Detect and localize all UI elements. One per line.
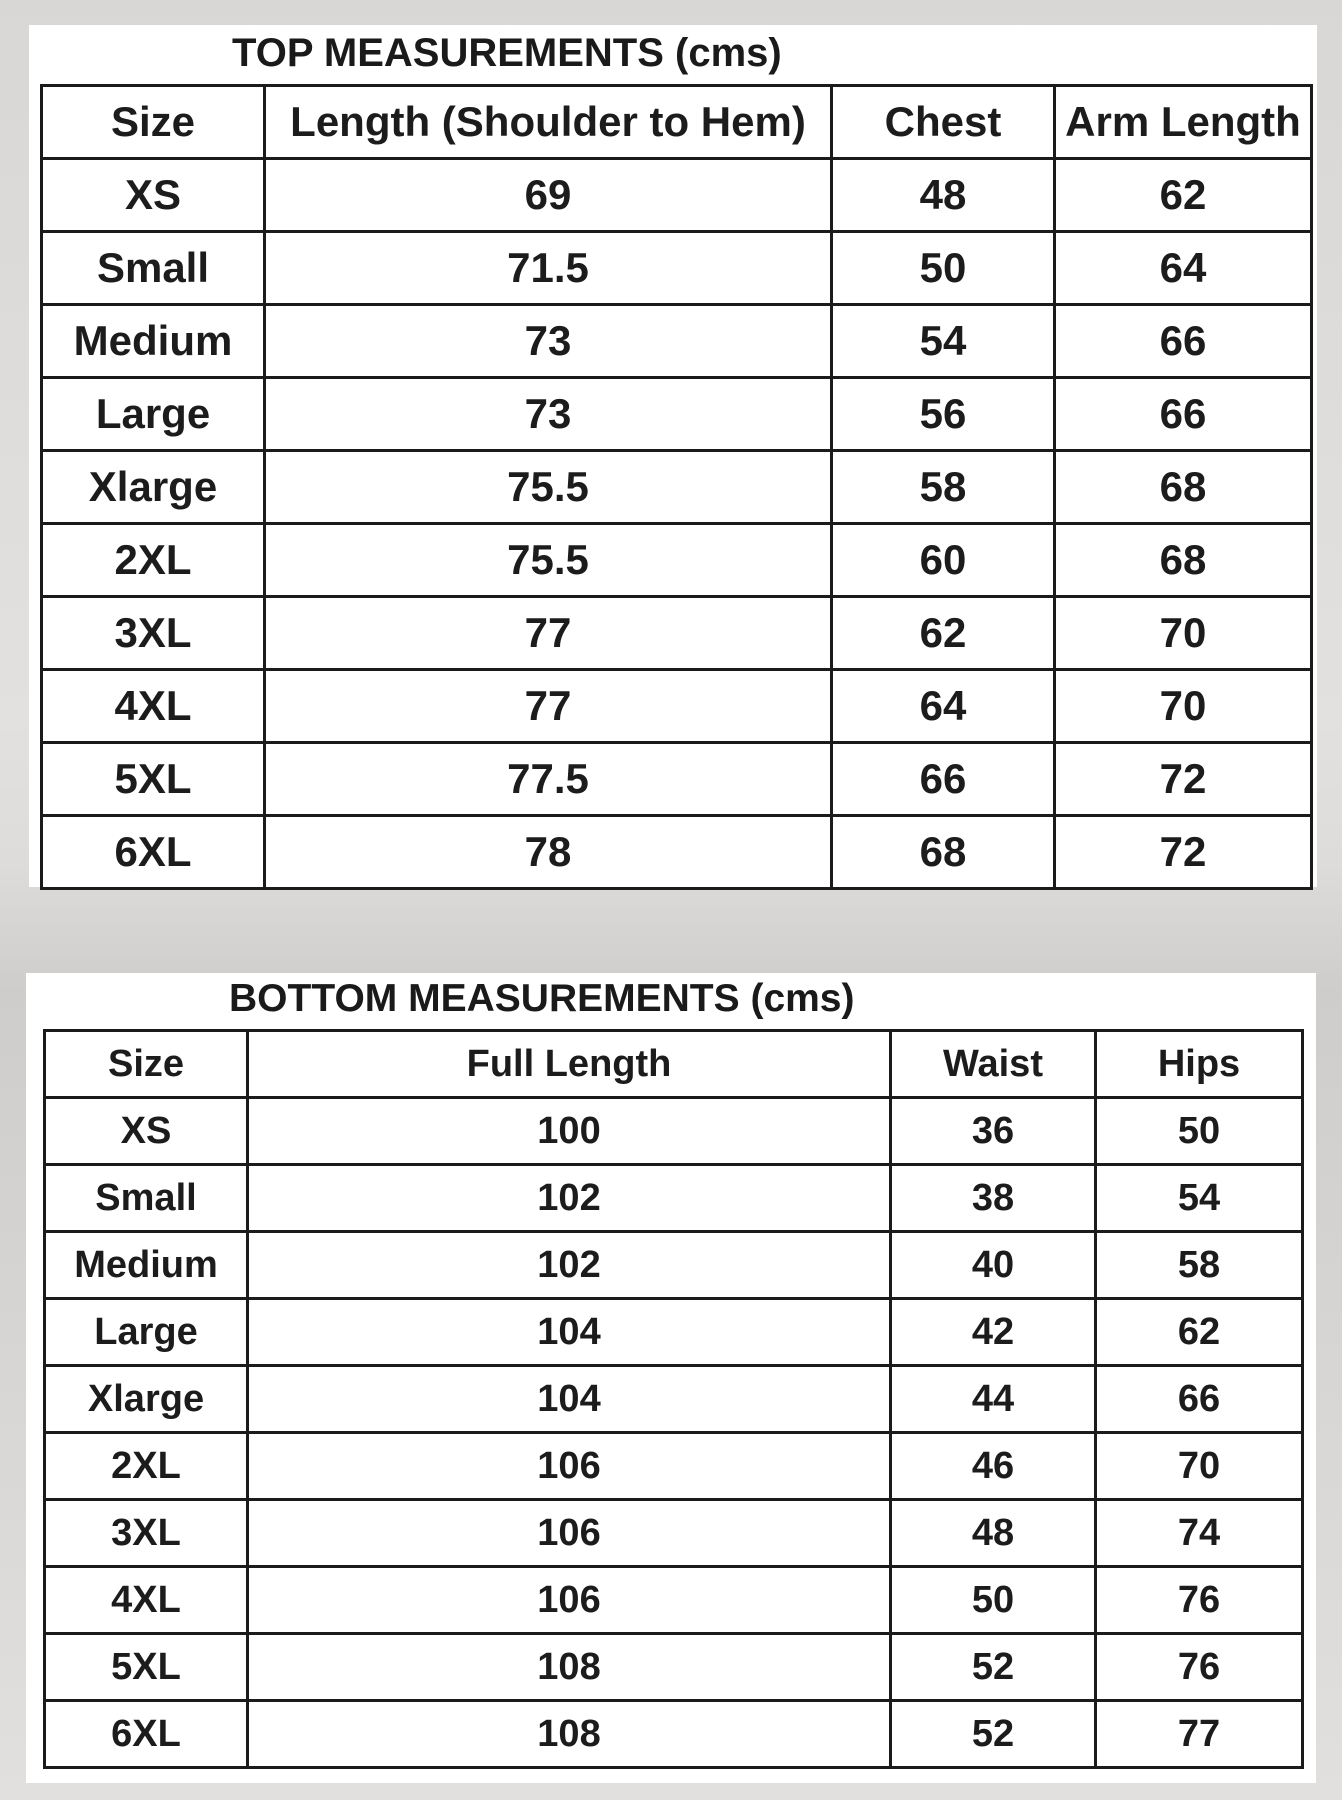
measurement-cell: 62 — [832, 597, 1055, 670]
measurement-cell: 100 — [248, 1098, 891, 1165]
column-header: Full Length — [248, 1031, 891, 1098]
measurement-cell: 66 — [1055, 305, 1312, 378]
measurement-cell: 77 — [1096, 1701, 1303, 1768]
measurement-cell: 42 — [891, 1299, 1096, 1366]
table-row — [42, 232, 1312, 305]
measurement-cell: 77 — [265, 597, 832, 670]
table-row — [45, 1701, 1303, 1768]
size-cell: 2XL — [42, 524, 265, 597]
size-cell: Large — [45, 1299, 248, 1366]
table-row — [45, 1567, 1303, 1634]
column-header: Size — [42, 86, 265, 159]
table-row — [45, 1634, 1303, 1701]
measurement-cell: 44 — [891, 1366, 1096, 1433]
measurement-cell: 76 — [1096, 1567, 1303, 1634]
measurement-cell: 75.5 — [265, 451, 832, 524]
measurement-cell: 104 — [248, 1299, 891, 1366]
size-cell: Medium — [45, 1232, 248, 1299]
table-row — [45, 1433, 1303, 1500]
measurement-cell: 50 — [832, 232, 1055, 305]
bottom-table-body — [45, 1098, 1303, 1768]
header-row — [45, 1031, 1303, 1098]
size-cell: 6XL — [45, 1701, 248, 1768]
size-cell: 2XL — [45, 1433, 248, 1500]
measurement-cell: 77 — [265, 670, 832, 743]
measurement-cell: 68 — [1055, 524, 1312, 597]
measurement-cell: 71.5 — [265, 232, 832, 305]
measurement-cell: 50 — [891, 1567, 1096, 1634]
measurement-cell: 74 — [1096, 1500, 1303, 1567]
table-row — [45, 1500, 1303, 1567]
table-row — [42, 743, 1312, 816]
measurement-cell: 64 — [832, 670, 1055, 743]
size-cell: 5XL — [42, 743, 265, 816]
measurement-cell: 62 — [1055, 159, 1312, 232]
measurement-cell: 50 — [1096, 1098, 1303, 1165]
size-cell: 3XL — [42, 597, 265, 670]
column-header: Size — [45, 1031, 248, 1098]
table-row — [42, 524, 1312, 597]
top-measurements-table — [40, 84, 1313, 890]
top-measurements-title: TOP MEASUREMENTS (cms) — [232, 31, 782, 75]
measurement-cell: 46 — [891, 1433, 1096, 1500]
measurement-cell: 52 — [891, 1634, 1096, 1701]
measurement-cell: 38 — [891, 1165, 1096, 1232]
table-row — [42, 597, 1312, 670]
measurement-cell: 72 — [1055, 816, 1312, 889]
measurement-cell: 69 — [265, 159, 832, 232]
header-row — [42, 86, 1312, 159]
bottom-measurements-table — [43, 1029, 1304, 1769]
size-cell: 6XL — [42, 816, 265, 889]
measurement-cell: 54 — [832, 305, 1055, 378]
size-cell: XS — [45, 1098, 248, 1165]
measurement-cell: 70 — [1055, 597, 1312, 670]
measurement-cell: 72 — [1055, 743, 1312, 816]
measurement-cell: 68 — [1055, 451, 1312, 524]
measurement-cell: 48 — [832, 159, 1055, 232]
column-header: Waist — [891, 1031, 1096, 1098]
table-row — [45, 1165, 1303, 1232]
measurement-cell: 54 — [1096, 1165, 1303, 1232]
measurement-cell: 36 — [891, 1098, 1096, 1165]
column-header: Chest — [832, 86, 1055, 159]
measurement-cell: 108 — [248, 1634, 891, 1701]
measurement-cell: 75.5 — [265, 524, 832, 597]
measurement-cell: 48 — [891, 1500, 1096, 1567]
size-cell: Medium — [42, 305, 265, 378]
measurement-cell: 60 — [832, 524, 1055, 597]
table-row — [42, 670, 1312, 743]
measurement-cell: 66 — [1055, 378, 1312, 451]
size-cell: Large — [42, 378, 265, 451]
table-row — [42, 159, 1312, 232]
measurement-cell: 58 — [832, 451, 1055, 524]
measurement-cell: 108 — [248, 1701, 891, 1768]
measurement-cell: 77.5 — [265, 743, 832, 816]
measurement-cell: 106 — [248, 1567, 891, 1634]
measurement-cell: 70 — [1096, 1433, 1303, 1500]
measurement-cell: 64 — [1055, 232, 1312, 305]
size-cell: Small — [45, 1165, 248, 1232]
table-row — [45, 1098, 1303, 1165]
measurement-cell: 66 — [1096, 1366, 1303, 1433]
measurement-cell: 58 — [1096, 1232, 1303, 1299]
measurement-cell: 73 — [265, 305, 832, 378]
size-cell: 5XL — [45, 1634, 248, 1701]
size-cell: Xlarge — [42, 451, 265, 524]
top-table-body — [42, 159, 1312, 889]
measurement-cell: 40 — [891, 1232, 1096, 1299]
size-cell: 4XL — [45, 1567, 248, 1634]
table-row — [45, 1299, 1303, 1366]
table-row — [42, 816, 1312, 889]
column-header: Hips — [1096, 1031, 1303, 1098]
measurement-cell: 62 — [1096, 1299, 1303, 1366]
table-row — [42, 451, 1312, 524]
measurement-cell: 73 — [265, 378, 832, 451]
size-cell: XS — [42, 159, 265, 232]
measurement-cell: 52 — [891, 1701, 1096, 1768]
measurement-cell: 76 — [1096, 1634, 1303, 1701]
measurement-cell: 102 — [248, 1232, 891, 1299]
bottom-measurements-title: BOTTOM MEASUREMENTS (cms) — [229, 977, 855, 1020]
measurement-cell: 102 — [248, 1165, 891, 1232]
measurement-cell: 56 — [832, 378, 1055, 451]
size-cell: Small — [42, 232, 265, 305]
measurement-cell: 106 — [248, 1433, 891, 1500]
table-row — [45, 1366, 1303, 1433]
measurement-cell: 66 — [832, 743, 1055, 816]
size-cell: 4XL — [42, 670, 265, 743]
measurement-cell: 78 — [265, 816, 832, 889]
table-row — [42, 305, 1312, 378]
table-row — [42, 378, 1312, 451]
size-cell: 3XL — [45, 1500, 248, 1567]
measurement-cell: 70 — [1055, 670, 1312, 743]
measurement-cell: 106 — [248, 1500, 891, 1567]
size-cell: Xlarge — [45, 1366, 248, 1433]
measurement-cell: 104 — [248, 1366, 891, 1433]
column-header: Arm Length — [1055, 86, 1312, 159]
table-row — [45, 1232, 1303, 1299]
measurement-cell: 68 — [832, 816, 1055, 889]
column-header: Length (Shoulder to Hem) — [265, 86, 832, 159]
